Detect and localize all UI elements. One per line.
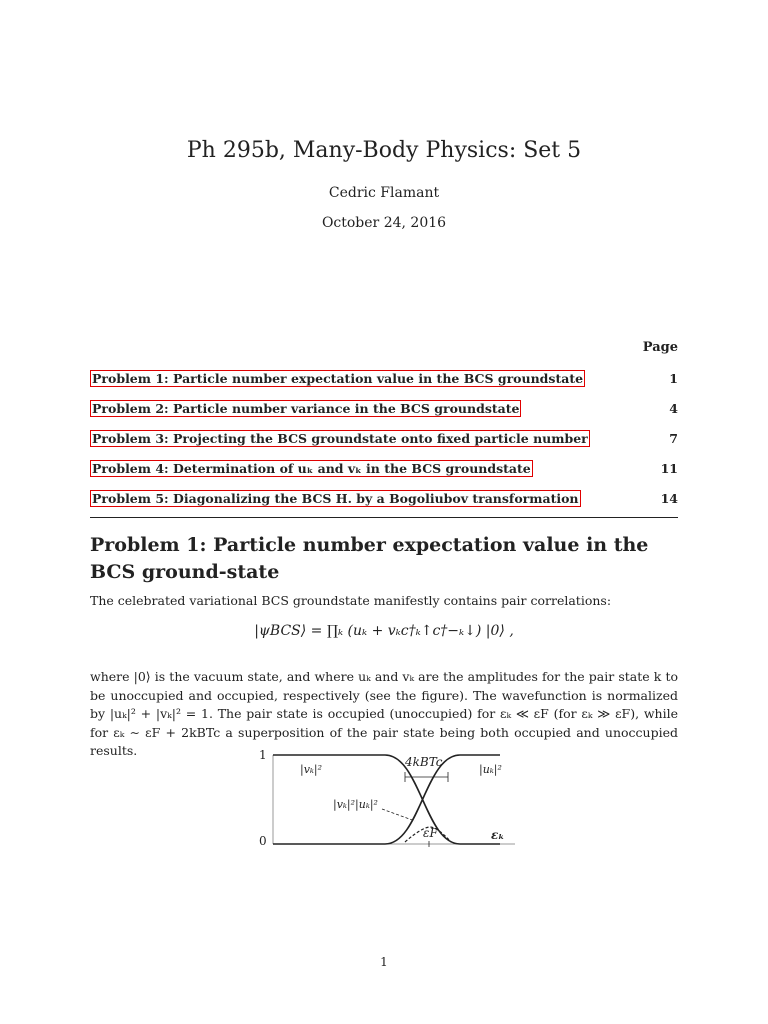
toc-row [90, 460, 678, 478]
bcs-wavefunction-equation: |ψBCS⟩ = ∏ₖ (uₖ + vₖc†ₖ↑c†−ₖ↓) |0⟩ , [254, 623, 514, 639]
occupation-figure [255, 745, 515, 855]
toc-row [90, 430, 678, 448]
toc-page-number: 7 [669, 431, 678, 446]
toc-link-problem-5[interactable]: Problem 5: Diagonalizing the BCS H. by a Bogoliubov transformation [92, 491, 579, 506]
toc-row [90, 370, 678, 388]
intro-paragraph: The celebrated variational BCS groundstate manifestly contains pair correlations: [90, 593, 612, 608]
fermi-energy-label: εF [423, 826, 438, 840]
toc-row [90, 490, 678, 508]
product-label: |vₖ|²|uₖ|² [333, 798, 378, 811]
v-squared-label: |vₖ|² [300, 763, 323, 776]
section-heading: Problem 1: Particle number expectation value in the BCS ground-state [90, 534, 649, 583]
y-tick-1: 1 [259, 748, 267, 762]
toc-link-problem-3[interactable]: Problem 3: Projecting the BCS groundstate onto fixed particle number [92, 431, 588, 446]
toc-link-problem-1[interactable]: Problem 1: Particle number expectation value in the BCS groundstate [92, 371, 584, 386]
product-pointer [382, 809, 415, 821]
toc-page-number: 4 [669, 401, 678, 416]
toc-link-problem-4[interactable]: Problem 4: Determination of uₖ and vₖ in the BCS groundstate [92, 461, 531, 476]
document-date: October 24, 2016 [321, 215, 447, 231]
document-title: Ph 295b, Many-Body Physics: Set 5 [186, 138, 582, 163]
u-squared-label: |uₖ|² [479, 763, 502, 776]
y-tick-0: 0 [259, 834, 267, 848]
document-author: Cedric Flamant [328, 185, 440, 201]
toc-page-number: 1 [669, 371, 678, 386]
toc-row [90, 400, 678, 418]
toc-page-number: 11 [660, 461, 678, 476]
toc-page-header: Page [642, 340, 678, 355]
section-divider [90, 517, 678, 518]
width-label: 4kBTc [405, 755, 443, 769]
explanation-paragraph: where |0⟩ is the vacuum state, and where uₖ and vₖ are the amplitudes for the pair state k to be unoccupied and occupied, respectively (see the figure). The wavefunction is normalized by |uₖ|² + |vₖ|² = 1. The pair state is occupied (unoccupied) for εₖ ≪ εF (for εₖ ≫ εF), while for εₖ ∼ εF + 2kBTc a superposition of the pair state being both occupied and unoccupied results. [90, 669, 678, 758]
toc-page-number: 14 [660, 491, 678, 506]
toc-link-problem-2[interactable]: Problem 2: Particle number variance in the BCS groundstate [92, 401, 520, 416]
page-number: 1 [380, 955, 388, 969]
energy-axis-label: εₖ [491, 828, 505, 842]
